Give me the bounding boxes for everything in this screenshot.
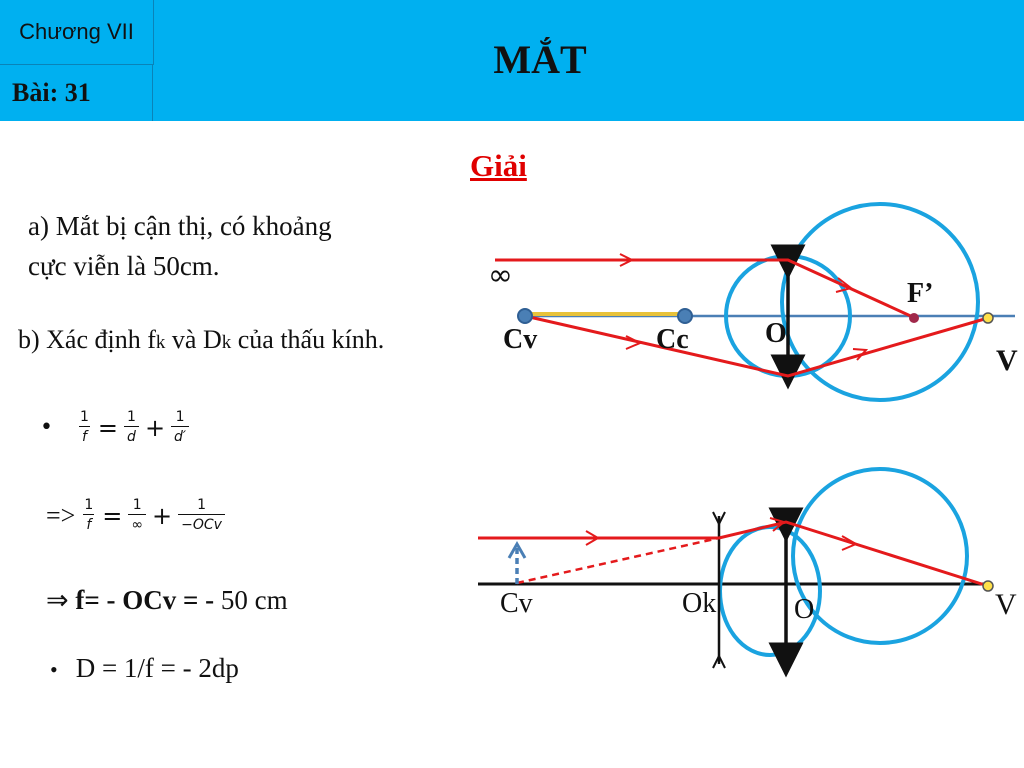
cc-label: Cc — [656, 324, 689, 355]
chapter-label: Chương VII — [0, 0, 154, 65]
ray-virtual-extension — [517, 538, 719, 583]
point-cv-1 — [518, 309, 532, 323]
part-b-sub1: k — [155, 332, 166, 353]
result-arrow: ⇒ — [46, 585, 69, 615]
plus-2: + — [152, 501, 173, 530]
ray-parallel — [495, 260, 915, 318]
frac-2-f: $\frac{1}{f}$ — [84, 497, 94, 533]
point-cc — [678, 309, 692, 323]
f-prime-label: F’ — [907, 278, 934, 309]
part-b-sub2: k — [221, 332, 232, 353]
o-label-1: O — [765, 318, 787, 349]
frac-2-inf: $\frac{1}{\infty}$ — [128, 496, 146, 535]
result-value: 50 cm — [220, 585, 288, 615]
equals-2: = — [102, 501, 123, 530]
frac-1-dprime: $\frac{1}{d'}$ — [171, 408, 189, 447]
part-b-middle: và D — [165, 325, 222, 354]
frac-2-ocv: $\frac{1}{\text{−OCv}}$ — [178, 496, 225, 535]
cv-label-1: Cv — [503, 324, 538, 355]
power-text: D = 1/f = - 2dp — [75, 653, 239, 683]
infinity-label: ∞ — [488, 258, 513, 293]
frac-1-d: $\frac{1}{d}$ — [124, 408, 139, 447]
ok-label: Ok — [682, 588, 717, 619]
part-a-line2: cực viễn là 50cm. — [28, 251, 220, 281]
diagram-1 — [495, 204, 1015, 400]
eyeball-circle-2 — [793, 469, 967, 643]
implies-prefix: => — [46, 500, 76, 530]
point-retina-1 — [983, 313, 993, 323]
v-label-1: V — [996, 344, 1018, 377]
v-label-2: V — [995, 588, 1017, 621]
frac-1-f: $\frac{1}{f}$ — [79, 409, 89, 445]
result-bold: f= - OCv = - — [68, 585, 221, 615]
diagram-2 — [478, 469, 993, 668]
part-b-suffix: của thấu kính. — [231, 325, 385, 354]
bullet-2: • — [50, 657, 58, 682]
point-retina-2 — [983, 581, 993, 591]
part-b-prefix: b) Xác định f — [18, 325, 156, 354]
ray-arrowhead-3 — [626, 336, 640, 349]
part-a-line1: a) Mắt bị cận thị, có khoảng — [28, 211, 332, 241]
point-focus — [909, 313, 919, 323]
eye-lens-ellipse-2 — [720, 527, 820, 655]
equals-1: = — [97, 413, 119, 442]
o-label-2: O — [794, 594, 815, 625]
page-title: MẮT — [493, 37, 587, 82]
solution-heading: Giải — [470, 148, 527, 183]
ray-corrected — [478, 522, 988, 586]
cv-label-2: Cv — [500, 588, 533, 619]
plus-1: + — [144, 413, 166, 442]
lesson-label: Bài: 31 — [0, 65, 153, 121]
bullet-1: • — [40, 415, 53, 440]
